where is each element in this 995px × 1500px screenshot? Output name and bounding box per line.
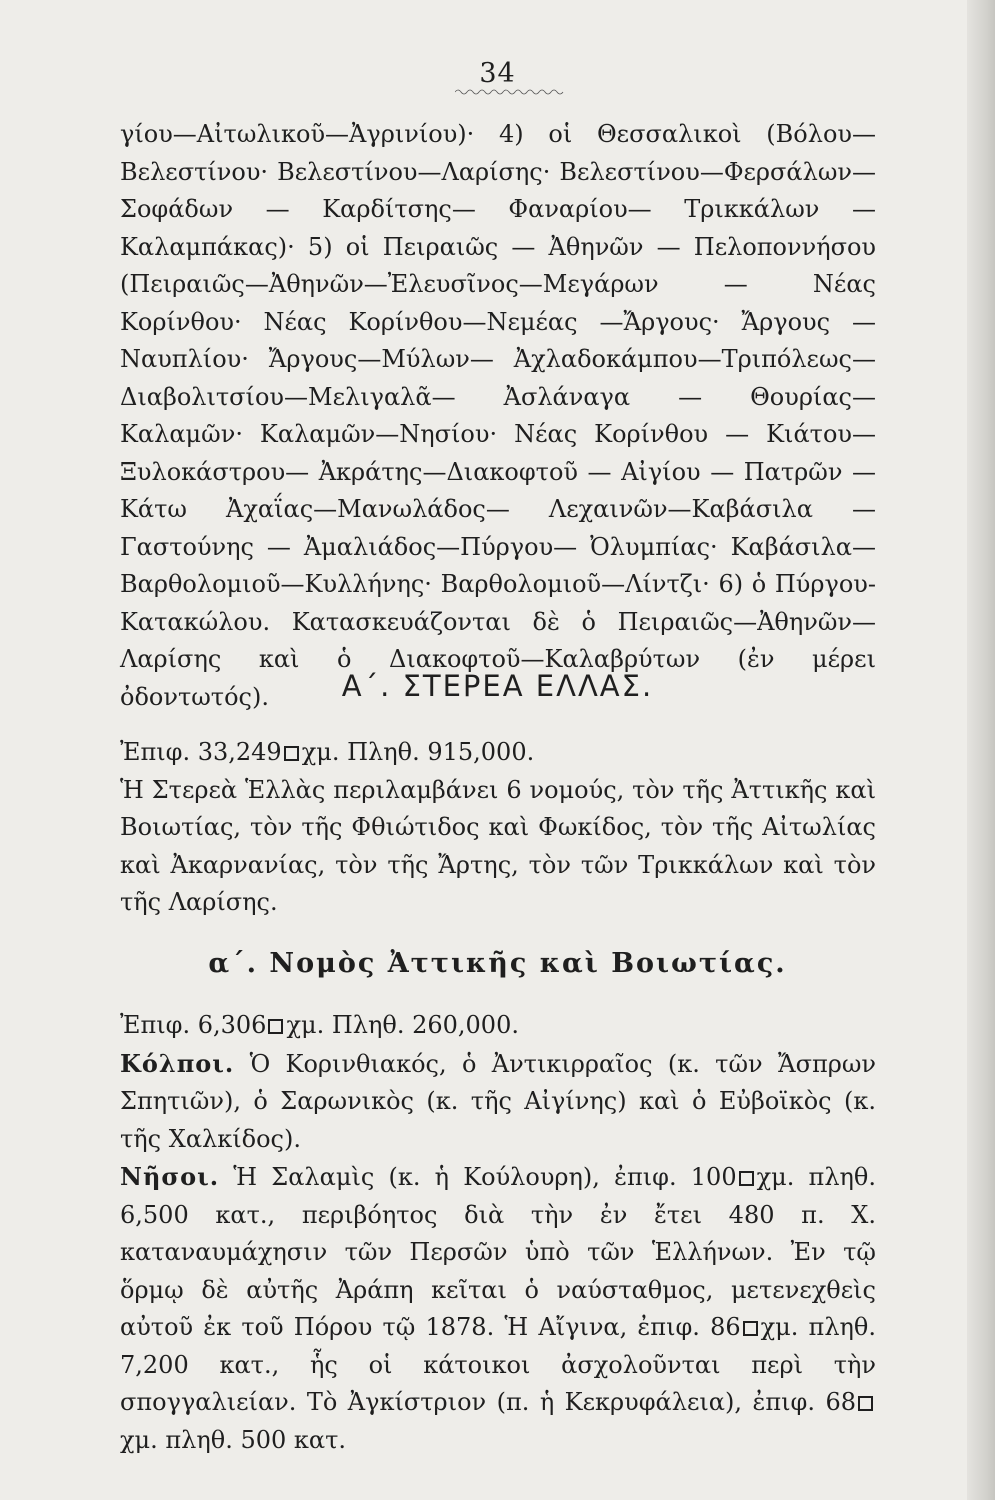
page-gutter xyxy=(967,0,995,1500)
gulfs-text: Ὁ Κορινθιακός, ὁ Ἀντικιρραῖος (κ. τῶν Ἄσπρων Σπητιῶν), ὁ Σαρωνικὸς (κ. τῆς Αἰγίνης) καὶ ὁ Εὐβοϊκὸς (κ. τῆς Χαλκίδος). xyxy=(120,1049,876,1153)
square-symbol-icon xyxy=(739,1171,754,1186)
section-intro: Ἡ Στερεὰ Ἑλλὰς περιλαμβάνει 6 νομούς, τὸν τῆς Ἀττικῆς καὶ Βοιωτίας, τὸν τῆς Φθιώτιδος καὶ Φωκίδος, τὸν τῆς Αἰτωλίας καὶ Ἀκαρνανίας, τὸν τῆς Ἄρτης, τὸν τῶν Τρικκάλων καὶ τὸν τῆς Λαρίσης. xyxy=(120,775,876,916)
subsection-body xyxy=(120,1007,876,1459)
gulfs-paragraph xyxy=(120,1045,876,1159)
subsection-area: Ἐπιφ. 6,306 xyxy=(120,1011,267,1039)
subsection-title: α΄. Νομὸς Ἀττικῆς καὶ Βοιωτίας. xyxy=(208,948,787,979)
section-stats xyxy=(120,734,876,772)
square-symbol-icon xyxy=(743,1321,758,1336)
islands-paragraph xyxy=(120,1158,876,1459)
section-population: Πληθ. 915,000. xyxy=(347,738,535,766)
islands-lead: Νῆσοι. xyxy=(120,1162,220,1191)
page-number: 34 xyxy=(479,58,516,89)
wavy-rule-ornament xyxy=(455,88,565,96)
section-area-unit: χμ. xyxy=(301,738,340,766)
section-area: Ἐπιφ. 33,249 xyxy=(120,738,282,766)
islands-text-3: χμ. πληθ. 7,200 κατ., ἧς οἱ κάτοικοι ἀσχολοῦνται περὶ τὴν σπογγαλιείαν. Τὸ Ἀγκίστριον (π. ἡ Κεκρυφάλεια), ἐπιφ. 68 xyxy=(120,1313,876,1416)
subsection-area-unit: χμ. xyxy=(286,1011,325,1039)
subsection-stats xyxy=(120,1007,876,1045)
subsection-population: Πληθ. 260,000. xyxy=(331,1011,519,1039)
square-symbol-icon xyxy=(268,1019,283,1034)
section-title: Α΄. ΣΤΕΡΕΑ ΕΛΛΑΣ. xyxy=(341,669,654,703)
section-body xyxy=(120,734,876,922)
railways-paragraph: γίου—Αἰτωλικοῦ—Ἀγρινίου)· 4) οἱ Θεσσαλικοὶ (Βόλου—Βελεστίνου· Βελεστίνου—Λαρίσης· Βελεστίνου—Φερσάλων—Σοφάδων — Καρδίτσης— Φαναρίου— Τρικκάλων — Καλαμπάκας)· 5) οἱ Πειραιῶς — Ἀθηνῶν — Πελοποννήσου (Πειραιῶς—Ἀθηνῶν—Ἐλευσῖνος—Μεγάρων — Νέας Κορίνθου· Νέας Κορίνθου—Νεμέας —Ἄργους· Ἄργους — Ναυπλίου· Ἄργους—Μύλων— Ἀχλαδοκάμπου—Τριπόλεως— Διαβολιτσίου—Μελιγαλᾶ— Ἀσλάναγα — Θουρίας—Καλαμῶν· Καλαμῶν—Νησίου· Νέας Κορίνθου — Κιάτου—Ξυλοκάστρου— Ἀκράτης—Διακοφτοῦ — Αἰγίου — Πατρῶν —Κάτω Ἀχαΐας—Μανωλάδος— Λεχαινῶν—Καβάσιλα — Γαστούνης — Ἀμαλιάδος—Πύργου— Ὀλυμπίας· Καβάσιλα—Βαρθολομιοῦ—Κυλλήνης· Βαρθολομιοῦ—Λίντζι· 6) ὁ Πύργου-Κατακώλου. Κατασκευάζονται δὲ ὁ Πειραιῶς—Ἀθηνῶν—Λαρίσης καὶ ὁ Διακοφτοῦ—Καλαβρύτων (ἐν μέρει ὀδοντωτός). xyxy=(120,120,876,711)
railways-block xyxy=(120,116,876,716)
islands-text-1: Ἡ Σαλαμὶς (κ. ἡ Κούλουρη), ἐπιφ. 100 xyxy=(233,1163,737,1191)
gulfs-lead: Κόλποι. xyxy=(120,1048,235,1078)
square-symbol-icon xyxy=(858,1396,873,1411)
islands-text-4: χμ. πληθ. 500 κατ. xyxy=(120,1425,347,1454)
square-symbol-icon xyxy=(284,746,299,761)
islands-text-2: χμ. πληθ. 6,500 κατ., περιβόητος διὰ τὴν ἐν ἔτει 480 π. Χ. καταναυμάχησιν τῶν Περσῶν ὑπὸ τῶν Ἑλλήνων. Ἐν τῷ ὅρμῳ δὲ αὐτῆς Ἀράπη κεῖται ὁ ναύσταθμος, μετενεχθεὶς αὐτοῦ ἐκ τοῦ Πόρου τῷ 1878. Ἡ Αἴγινα, ἐπιφ. 86 xyxy=(120,1163,876,1341)
